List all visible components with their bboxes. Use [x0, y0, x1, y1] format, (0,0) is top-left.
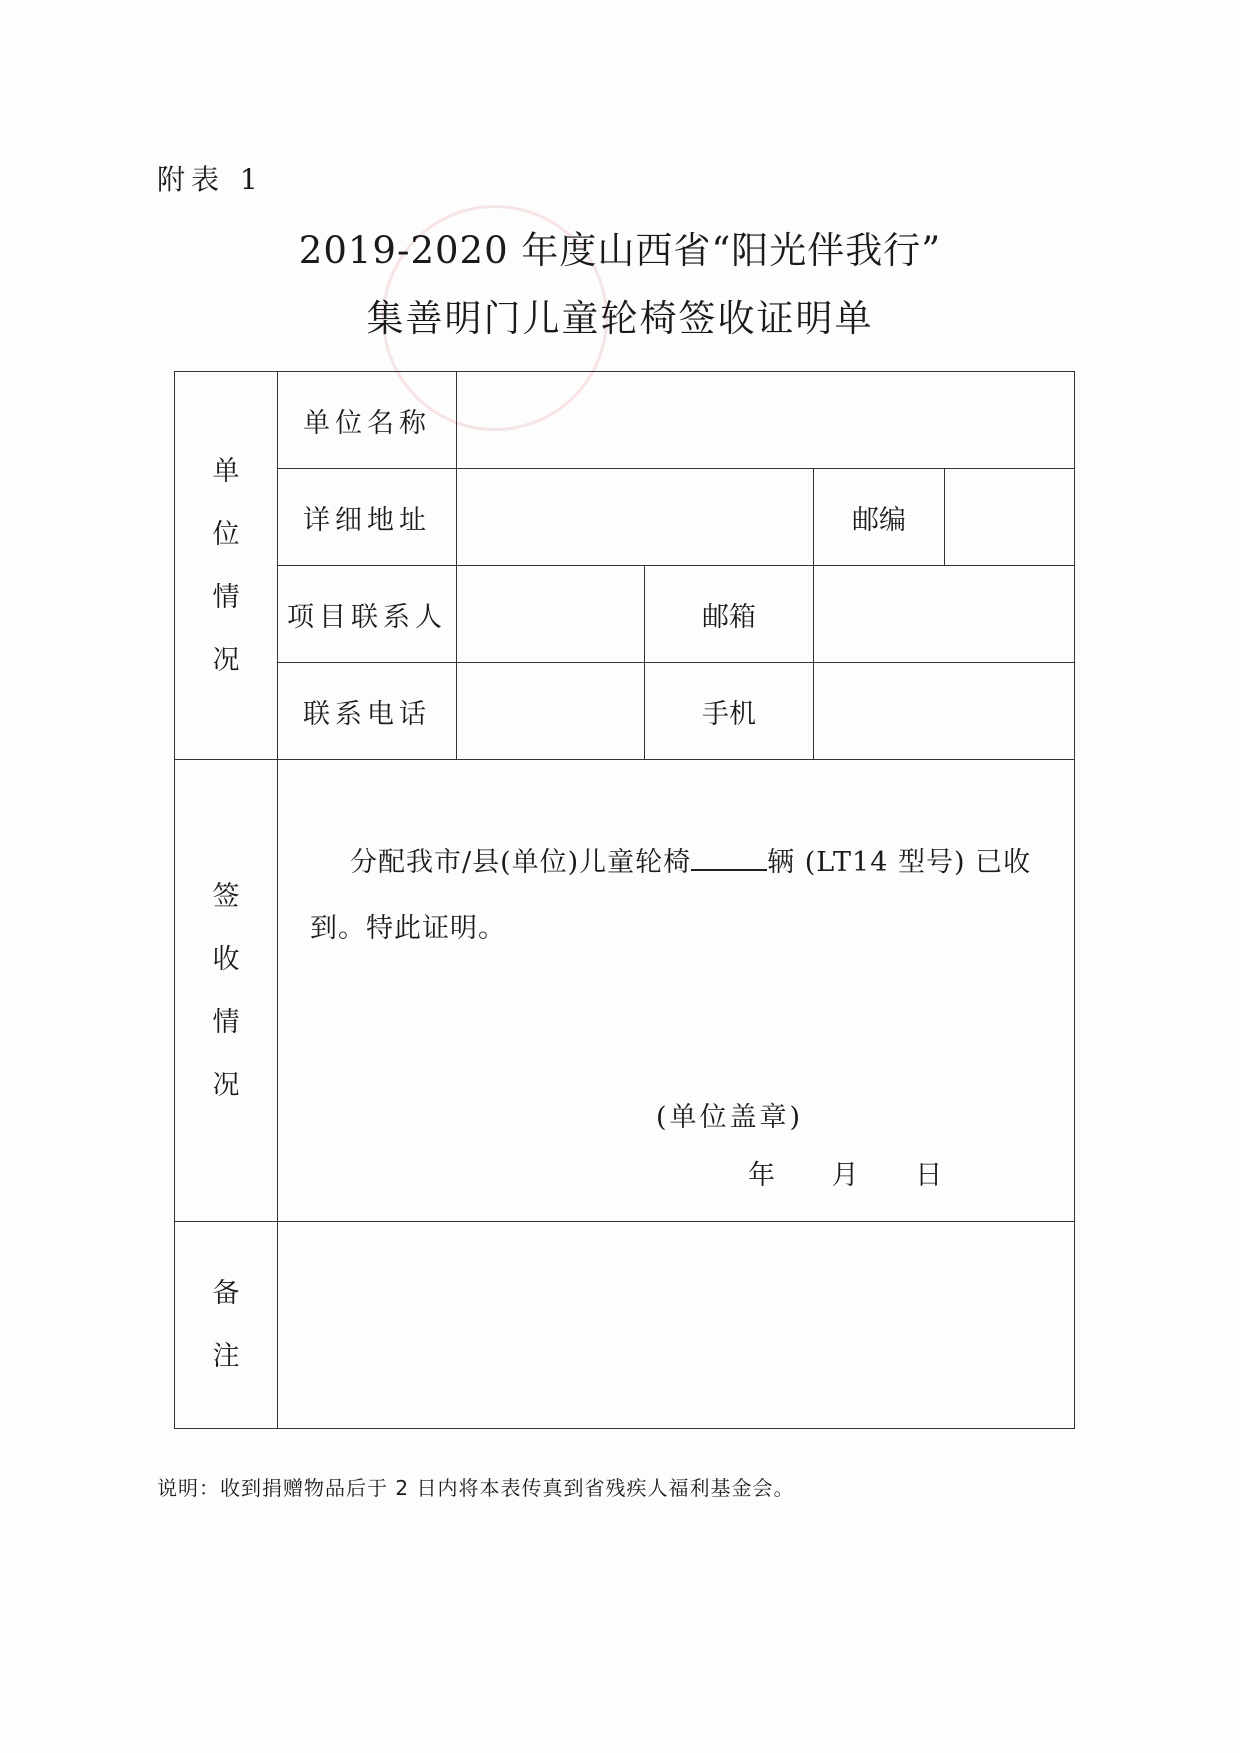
contact-label: 项目联系人: [278, 566, 457, 663]
document-title-line2: 集善明门儿童轮椅签收证明单: [366, 297, 874, 340]
footnote: 说明：收到捐赠物品后于 2 日内将本表传真到省残疾人福利基金会。: [157, 1476, 795, 1500]
unit-name-field[interactable]: [457, 372, 1075, 469]
postcode-field[interactable]: [945, 469, 1075, 566]
seal-label: (单位盖章): [656, 1102, 804, 1133]
appendix-label: 附表 1: [157, 163, 264, 196]
remarks-field[interactable]: [278, 1222, 1075, 1429]
receipt-row: [175, 760, 1075, 1222]
receipt-statement-line2: 到。特此证明。: [310, 913, 506, 944]
phone-field[interactable]: [457, 663, 645, 760]
address-field[interactable]: [457, 469, 814, 566]
address-label: 详细地址: [278, 469, 457, 566]
contact-row: [175, 566, 1075, 663]
date-line: [748, 1153, 990, 1192]
date-year: 年: [748, 1160, 775, 1191]
date-month: 月: [831, 1160, 859, 1191]
unit-name-row: [175, 372, 1075, 469]
receipt-statement-cell: [278, 760, 1075, 1222]
unit-name-label: 单位名称: [278, 372, 457, 469]
remarks-row: [175, 1222, 1075, 1429]
document-title-line1: 2019-2020 年度山西省“阳光伴我行”: [298, 229, 942, 272]
receipt-statement: 分配我市/县(单位)儿童轮椅 辆 (LT14 型号) 已收 到。特此证明。: [310, 830, 1064, 962]
unit-section-side-label: 单 位 情 况: [175, 372, 278, 760]
contact-field[interactable]: [457, 566, 645, 663]
quantity-blank[interactable]: [691, 847, 767, 871]
date-day: 日: [915, 1160, 943, 1191]
phone-label: 联系电话: [278, 663, 457, 760]
postcode-label: 邮编: [814, 469, 945, 566]
address-row: [175, 469, 1075, 566]
remarks-section-side-label: 备 注: [175, 1222, 278, 1429]
phone-row: [175, 663, 1075, 760]
email-field[interactable]: [814, 566, 1075, 663]
email-label: 邮箱: [645, 566, 814, 663]
receipt-section-side-label: 签 收 情 况: [175, 760, 278, 1222]
mobile-field[interactable]: [814, 663, 1075, 760]
receipt-form-table: [174, 371, 1075, 1429]
mobile-label: 手机: [645, 663, 814, 760]
